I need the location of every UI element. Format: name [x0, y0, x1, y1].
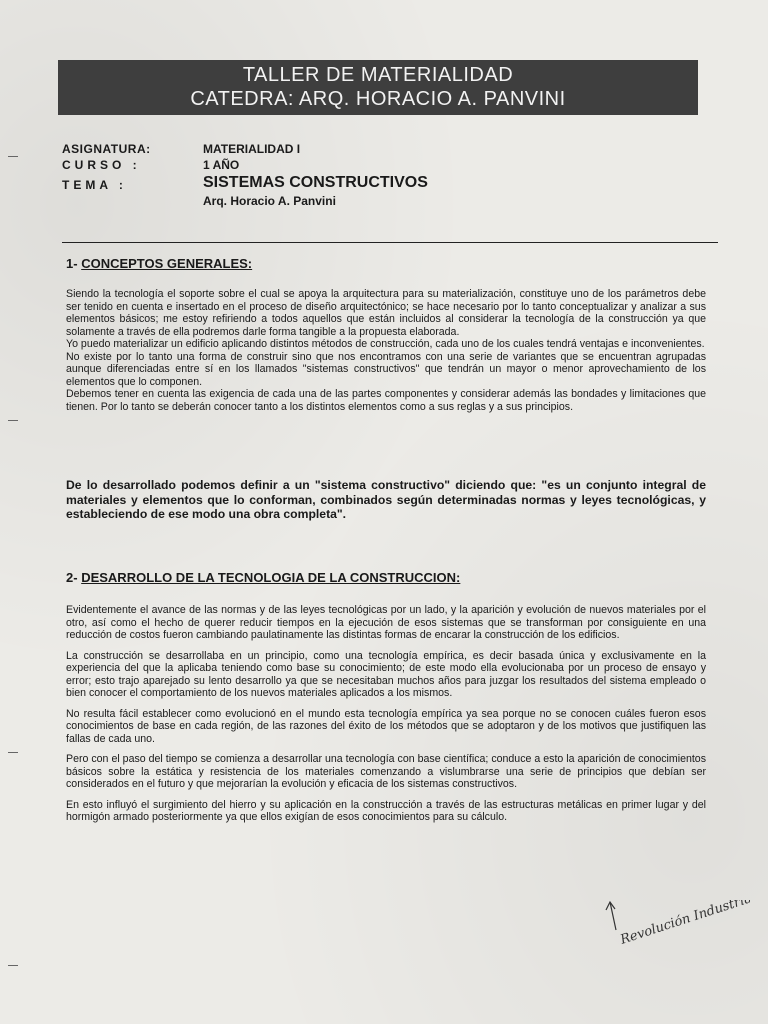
author-name: Arq. Horacio A. Panvini	[203, 194, 336, 208]
tema-label: TEMA :	[62, 178, 127, 192]
curso-label: CURSO :	[62, 158, 141, 172]
section-2-heading	[66, 570, 460, 585]
section-2-body	[66, 604, 706, 824]
section-1-title: CONCEPTOS GENERALES:	[81, 256, 253, 271]
header-subtitle: CATEDRA: ARQ. HORACIO A. PANVINI	[190, 88, 566, 110]
system-definition: De lo desarrollado podemos definir a un "sistema constructivo" diciendo que: "es un conjunto integral de materiales y elementos que lo conforman, combinados según determinadas normas y leyes tecnológicas, y estableciendo de ese modo una obra completa".	[66, 478, 706, 521]
margin-mark	[8, 420, 18, 421]
margin-mark	[8, 752, 18, 753]
divider-line	[62, 242, 718, 243]
section-2-paragraph-5: En esto influyó el surgimiento del hierro y su aplicación en la construcción a través de las estructuras metálicas en primer lugar y del hormigón armado posteriormente ya que ellos exigían de esos conocimientos para su cálculo.	[66, 798, 706, 823]
margin-mark	[8, 156, 18, 157]
course-info	[62, 140, 702, 208]
section-1-paragraph-1: Siendo la tecnología el soporte sobre el cual se apoya la arquitectura para su materialización, constituye uno de los parámetros debe ser tenido en cuenta e insertado en el proceso de diseño arquitectónico; se hace necesario por lo tanto conceptualizar y analizar a sus elementos básicos; me estoy refiriendo a todos aquellos que están incluidos al considerar la tecnología de la construcción ya que solamente a través de ella podremos darle forma tangible a la propuesta elaborada.	[66, 288, 706, 338]
section-1-paragraph-3: No existe por lo tanto una forma de construir sino que nos encontramos con una serie de variantes que se encuentran agrupadas aunque diferenciadas entre sí en los llamados "sistemas constructivos" que tendrán un mayor o menor aprovechamiento de los elementos que lo componen.	[66, 350, 706, 388]
section-1-body	[66, 288, 706, 413]
asignatura-label: ASIGNATURA:	[62, 142, 151, 156]
section-1-number: 1-	[66, 256, 78, 271]
arrow-icon	[600, 900, 750, 970]
curso-row	[62, 156, 702, 172]
section-2-paragraph-1: Evidentemente el avance de las normas y de las leyes tecnológicas por un lado, y la aparición y evolución de nuevos materiales por el otro, así como el hecho de querer reducir tiempos en la ejecución de esos sistemas que se transforman por consiguiente en una reducción de costos fueron cambiando paulatinamente las distintas formas de encarar la construcción de los edificios.	[66, 604, 706, 641]
asignatura-value: MATERIALIDAD I	[203, 142, 301, 156]
tema-row	[62, 172, 702, 192]
section-2-title: DESARROLLO DE LA TECNOLOGIA DE LA CONSTRUCCION:	[81, 570, 461, 585]
tema-value: SISTEMAS CONSTRUCTIVOS	[203, 174, 428, 191]
handwritten-annotation	[600, 900, 750, 970]
section-1-heading	[66, 256, 252, 271]
curso-value: 1 AÑO	[203, 158, 240, 172]
section-2-paragraph-2: La construcción se desarrollaba en un principio, como una tecnología empírica, es decir basada única y exclusivamente en la experiencia del que la aplicaba teniendo como base su conocimiento; de este modo ella evolucionaba por un proceso de ensayo y error; esto trajo aparejado su lento desarrollo ya que se necesitaban muchos años para juzgar los resultados del sistema empleado o bien conocer el comportamiento de los nuevos materiales aplicados a los mismos.	[66, 649, 706, 699]
asignatura-row	[62, 140, 702, 156]
header-banner	[58, 60, 698, 115]
section-2-paragraph-3: No resulta fácil establecer como evolucionó en el mundo esta tecnología empírica ya sea porque no se conocen cuáles fueron esos conocimientos de base en cada región, de las razones del éxito de los métodos que se adoptaron y de los motivos que justifiquen las fallas de cada uno.	[66, 707, 706, 745]
section-1-paragraph-2: Yo puedo materializar un edificio aplicando distintos métodos de construcción, cada uno de los cuales tendrá ventajas e inconvenientes.	[66, 338, 705, 350]
section-2-number: 2-	[66, 570, 78, 585]
section-1-paragraph-4: Debemos tener en cuenta las exigencia de cada una de las partes componentes y considerar además las bondades y limitaciones que tienen. Por lo tanto se deberán conocer tanto a los distintos elementos como a sus reglas y a sus principios.	[66, 388, 706, 413]
section-2-paragraph-4: Pero con el paso del tiempo se comienza a desarrollar una tecnología con base científica; conduce a esto la aparición de conocimientos básicos sobre la estática y resistencia de los materiales comenzando a vislumbrarse una serie de principios que debían ser considerados en el futuro y que mejorarían la evolución y eficacia de los sistemas constructivos.	[66, 753, 706, 790]
header-title: TALLER DE MATERIALIDAD	[242, 64, 514, 86]
handwritten-note: Revolución Industrial	[618, 900, 750, 948]
margin-mark	[8, 965, 18, 966]
